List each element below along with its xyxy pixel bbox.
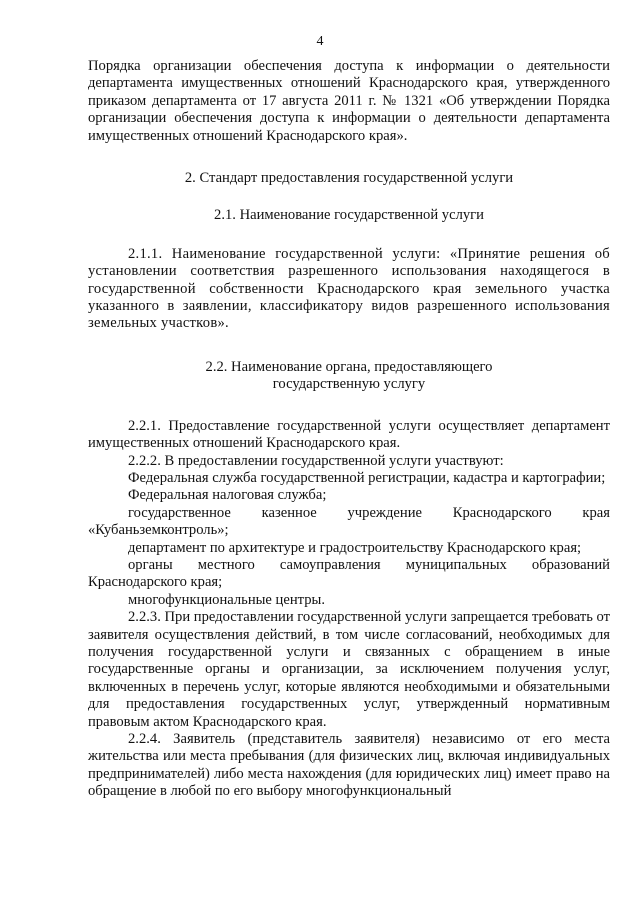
- section-2-2-heading: [88, 359, 610, 394]
- intro-paragraph: Порядка организации обеспечения доступа к информации о деятельности департамента имущественных отношений Краснодарского края, утвержденного приказом департамента от 17 августа 2011 г. № 1321 «Об утверждении Порядка организации обеспечения доступа к информации о деятельности департамента имущественных отношений Краснодарского края».: [88, 58, 610, 144]
- section-2-2-heading-line-1: 2.2. Наименование органа, предоставляющего: [205, 358, 493, 375]
- list-item: Федеральная служба государственной регистрации, кадастра и картографии;: [128, 469, 606, 486]
- page-number: 4: [316, 34, 324, 49]
- participants-list: [88, 470, 610, 609]
- list-item: многофункциональные центры.: [128, 591, 325, 608]
- list-item: Федеральная налоговая служба;: [128, 487, 327, 504]
- paragraph-2-1-1: 2.1.1. Наименование государственной услуги: «Принятие решения об установлении соответствия разрешенного использования находящегося в государственной собственности Краснодарского края земельного участка указанного в заявлении, классификатору видов разрешенного использования земельных участков».: [88, 245, 610, 332]
- paragraph-2-2-1: 2.2.1. Предоставление государственной услуги осуществляет департамент имущественных отношений Краснодарского края.: [88, 417, 610, 452]
- document-body: [88, 58, 610, 801]
- list-item: государственное казенное учреждение Краснодарского края «Кубаньземконтроль»;: [88, 504, 610, 539]
- list-item: департамент по архитектуре и градостроительству Краснодарского края;: [128, 539, 582, 556]
- paragraph-2-2-3: 2.2.3. При предоставлении государственной услуги запрещается требовать от заявителя осуществления действий, в том числе согласований, необходимых для получения государственной услуги и связанных с обращением в иные государственные органы и организации, за исключением получения услуг, включенных в перечень услуг, которые являются необходимыми и обязательными для предоставления государственных услуг, утвержденный нормативным правовым актом Краснодарского края.: [88, 609, 610, 730]
- paragraph-2-2-4: 2.2.4. Заявитель (представитель заявителя) независимо от его места жительства или места пребывания (для физических лиц, включая индивидуальных предпринимателей) либо места нахождения (для юридических лиц) имеет право на обращение в любой по его выбору многофункциональный: [88, 731, 610, 800]
- section-2-1-heading: 2.1. Наименование государственной услуги: [214, 207, 484, 224]
- section-2-heading: 2. Стандарт предоставления государственной услуги: [184, 170, 514, 187]
- section-2-2-heading-line-2: государственную услугу: [272, 376, 426, 393]
- list-item: органы местного самоуправления муниципальных образований Краснодарского края;: [88, 556, 610, 591]
- paragraph-2-2-2: 2.2.2. В предоставлении государственной услуги участвуют:: [128, 452, 504, 469]
